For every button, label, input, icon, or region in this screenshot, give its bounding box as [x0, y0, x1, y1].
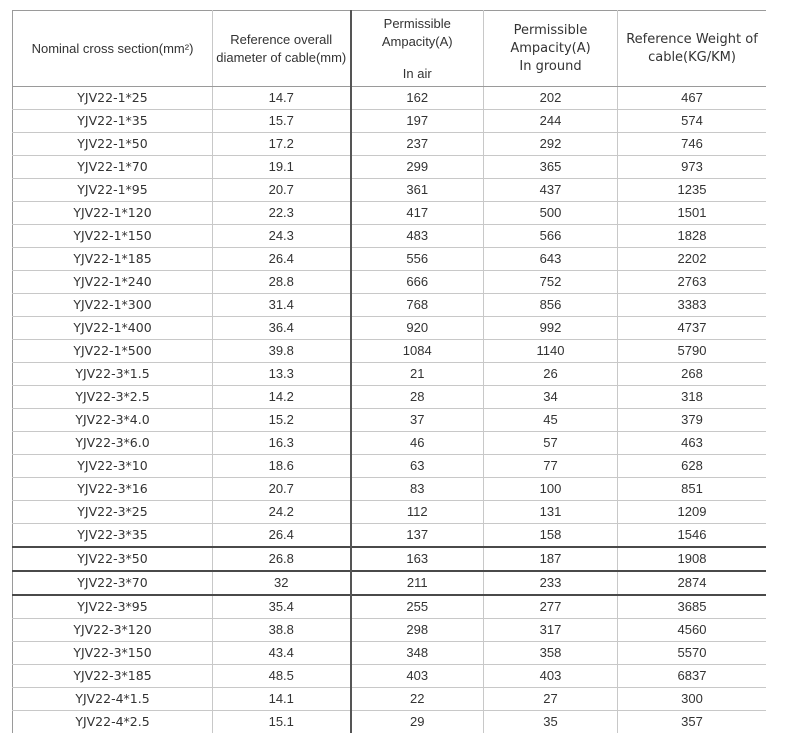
cell-diameter: 35.4	[213, 595, 351, 619]
header-col2-line1: Reference overall	[230, 31, 333, 47]
table-row	[13, 271, 767, 294]
table-row	[13, 110, 767, 133]
header-col3-line2: Ampacity(A)	[381, 33, 453, 49]
header-col3-spacer	[352, 51, 484, 65]
cell-diameter: 36.4	[213, 317, 351, 340]
table-row	[13, 711, 767, 733]
cell-section: YJV22-3*50	[13, 547, 213, 571]
cell-weight: 318	[618, 386, 767, 409]
cell-ampacity-ground: 365	[484, 156, 618, 179]
cell-section: YJV22-3*95	[13, 595, 213, 619]
table-row	[13, 642, 767, 665]
table-row	[13, 294, 767, 317]
cell-ampacity-air: 37	[351, 409, 484, 432]
cell-section: YJV22-3*16	[13, 478, 213, 501]
cell-ampacity-air: 361	[351, 179, 484, 202]
cell-weight: 1235	[618, 179, 767, 202]
cell-ampacity-ground: 437	[484, 179, 618, 202]
table-row	[13, 595, 767, 619]
table-header	[13, 11, 767, 87]
cell-section: YJV22-1*185	[13, 248, 213, 271]
cell-section: YJV22-1*70	[13, 156, 213, 179]
header-ampacity-air	[351, 11, 484, 87]
cell-ampacity-ground: 35	[484, 711, 618, 733]
cell-weight: 628	[618, 455, 767, 478]
cell-section: YJV22-1*400	[13, 317, 213, 340]
header-col1-text: Nominal cross section(mm²)	[31, 40, 194, 56]
cell-diameter: 48.5	[213, 665, 351, 688]
table-row	[13, 501, 767, 524]
header-col4-line3: In ground	[519, 58, 582, 74]
cell-section: YJV22-3*70	[13, 571, 213, 595]
cable-spec-table	[12, 10, 766, 733]
cell-ampacity-ground: 403	[484, 665, 618, 688]
cell-diameter: 22.3	[213, 202, 351, 225]
table-row	[13, 202, 767, 225]
cell-weight: 574	[618, 110, 767, 133]
cell-diameter: 28.8	[213, 271, 351, 294]
cell-section: YJV22-1*95	[13, 179, 213, 202]
cell-ampacity-air: 920	[351, 317, 484, 340]
cell-section: YJV22-3*1.5	[13, 363, 213, 386]
cell-ampacity-air: 162	[351, 87, 484, 110]
cell-ampacity-ground: 233	[484, 571, 618, 595]
cell-weight: 1501	[618, 202, 767, 225]
cell-diameter: 38.8	[213, 619, 351, 642]
table-row	[13, 225, 767, 248]
cell-ampacity-air: 22	[351, 688, 484, 711]
cell-diameter: 15.7	[213, 110, 351, 133]
table-row	[13, 133, 767, 156]
cell-diameter: 43.4	[213, 642, 351, 665]
table-row	[13, 156, 767, 179]
table-row	[13, 409, 767, 432]
cell-weight: 1908	[618, 547, 767, 571]
cell-section: YJV22-3*2.5	[13, 386, 213, 409]
cell-section: YJV22-1*25	[13, 87, 213, 110]
cell-ampacity-ground: 57	[484, 432, 618, 455]
cell-ampacity-ground: 292	[484, 133, 618, 156]
cell-ampacity-ground: 100	[484, 478, 618, 501]
cell-diameter: 15.2	[213, 409, 351, 432]
table-row	[13, 386, 767, 409]
cell-ampacity-air: 29	[351, 711, 484, 733]
cell-ampacity-ground: 752	[484, 271, 618, 294]
header-row	[13, 11, 767, 87]
cell-ampacity-air: 28	[351, 386, 484, 409]
cell-ampacity-air: 163	[351, 547, 484, 571]
cell-weight: 4737	[618, 317, 767, 340]
cell-ampacity-ground: 45	[484, 409, 618, 432]
cell-ampacity-air: 483	[351, 225, 484, 248]
cell-ampacity-air: 211	[351, 571, 484, 595]
cell-ampacity-air: 112	[351, 501, 484, 524]
cell-ampacity-air: 348	[351, 642, 484, 665]
table-row	[13, 688, 767, 711]
cell-ampacity-air: 1084	[351, 340, 484, 363]
cell-ampacity-ground: 566	[484, 225, 618, 248]
cell-weight: 300	[618, 688, 767, 711]
cell-ampacity-ground: 277	[484, 595, 618, 619]
cell-diameter: 20.7	[213, 179, 351, 202]
cell-ampacity-air: 255	[351, 595, 484, 619]
cell-section: YJV22-1*120	[13, 202, 213, 225]
cell-ampacity-ground: 27	[484, 688, 618, 711]
cell-section: YJV22-3*10	[13, 455, 213, 478]
cell-ampacity-ground: 158	[484, 524, 618, 548]
cell-section: YJV22-1*50	[13, 133, 213, 156]
cell-section: YJV22-1*35	[13, 110, 213, 133]
cell-ampacity-air: 46	[351, 432, 484, 455]
cell-weight: 467	[618, 87, 767, 110]
header-col5-line1: Reference Weight of	[626, 31, 758, 47]
header-reference-diameter	[213, 11, 351, 87]
table-body	[13, 87, 767, 733]
cell-ampacity-air: 21	[351, 363, 484, 386]
cell-section: YJV22-4*2.5	[13, 711, 213, 733]
cell-ampacity-air: 137	[351, 524, 484, 548]
cell-ampacity-ground: 358	[484, 642, 618, 665]
cell-section: YJV22-3*25	[13, 501, 213, 524]
cell-ampacity-ground: 131	[484, 501, 618, 524]
cell-ampacity-air: 83	[351, 478, 484, 501]
cell-diameter: 14.7	[213, 87, 351, 110]
cell-section: YJV22-3*35	[13, 524, 213, 548]
table-row	[13, 432, 767, 455]
cell-ampacity-air: 197	[351, 110, 484, 133]
cell-ampacity-ground: 1140	[484, 340, 618, 363]
cell-ampacity-ground: 77	[484, 455, 618, 478]
cell-weight: 268	[618, 363, 767, 386]
table-row	[13, 87, 767, 110]
table-row	[13, 619, 767, 642]
cell-diameter: 31.4	[213, 294, 351, 317]
table-row	[13, 363, 767, 386]
table-row	[13, 665, 767, 688]
cell-diameter: 24.3	[213, 225, 351, 248]
cell-ampacity-ground: 187	[484, 547, 618, 571]
cell-weight: 2763	[618, 271, 767, 294]
cell-section: YJV22-3*4.0	[13, 409, 213, 432]
cell-weight: 1209	[618, 501, 767, 524]
cell-weight: 2874	[618, 571, 767, 595]
cell-section: YJV22-1*240	[13, 271, 213, 294]
header-col3-line3: In air	[402, 65, 432, 81]
table-row	[13, 340, 767, 363]
table-row	[13, 317, 767, 340]
cell-section: YJV22-3*6.0	[13, 432, 213, 455]
cell-diameter: 19.1	[213, 156, 351, 179]
cell-section: YJV22-4*1.5	[13, 688, 213, 711]
cell-diameter: 13.3	[213, 363, 351, 386]
header-col5-line2: cable(KG/KM)	[648, 49, 736, 65]
cell-weight: 3383	[618, 294, 767, 317]
cell-ampacity-air: 768	[351, 294, 484, 317]
cell-diameter: 15.1	[213, 711, 351, 733]
cell-diameter: 18.6	[213, 455, 351, 478]
cell-weight: 6837	[618, 665, 767, 688]
cell-ampacity-air: 299	[351, 156, 484, 179]
cell-diameter: 14.2	[213, 386, 351, 409]
header-col4-line1: Permissible	[513, 22, 588, 38]
table-row	[13, 455, 767, 478]
cell-weight: 851	[618, 478, 767, 501]
cell-section: YJV22-3*120	[13, 619, 213, 642]
cell-diameter: 26.4	[213, 248, 351, 271]
cell-weight: 973	[618, 156, 767, 179]
cell-section: YJV22-3*150	[13, 642, 213, 665]
cell-weight: 357	[618, 711, 767, 733]
cell-weight: 2202	[618, 248, 767, 271]
cell-ampacity-ground: 856	[484, 294, 618, 317]
table-row	[13, 547, 767, 571]
cell-weight: 746	[618, 133, 767, 156]
header-col2-line2: diameter of cable(mm)	[216, 49, 347, 65]
cell-ampacity-air: 556	[351, 248, 484, 271]
cell-diameter: 26.8	[213, 547, 351, 571]
cell-ampacity-ground: 202	[484, 87, 618, 110]
cell-ampacity-ground: 500	[484, 202, 618, 225]
cell-weight: 1546	[618, 524, 767, 548]
cell-ampacity-air: 417	[351, 202, 484, 225]
header-col4-line2: Ampacity(A)	[510, 40, 591, 56]
header-reference-weight	[618, 11, 767, 87]
cell-ampacity-ground: 643	[484, 248, 618, 271]
cell-weight: 5790	[618, 340, 767, 363]
cell-diameter: 24.2	[213, 501, 351, 524]
cell-ampacity-ground: 244	[484, 110, 618, 133]
cell-ampacity-air: 403	[351, 665, 484, 688]
cell-section: YJV22-1*300	[13, 294, 213, 317]
table-row	[13, 524, 767, 548]
cell-ampacity-ground: 26	[484, 363, 618, 386]
table-row	[13, 179, 767, 202]
cell-ampacity-air: 237	[351, 133, 484, 156]
cell-diameter: 14.1	[213, 688, 351, 711]
cell-diameter: 16.3	[213, 432, 351, 455]
header-nominal-cross-section	[13, 11, 213, 87]
cell-diameter: 26.4	[213, 524, 351, 548]
cell-section: YJV22-1*150	[13, 225, 213, 248]
cell-ampacity-ground: 992	[484, 317, 618, 340]
cell-section: YJV22-1*500	[13, 340, 213, 363]
table-row	[13, 571, 767, 595]
cell-diameter: 32	[213, 571, 351, 595]
cell-ampacity-air: 298	[351, 619, 484, 642]
cell-weight: 379	[618, 409, 767, 432]
cell-ampacity-air: 666	[351, 271, 484, 294]
cell-diameter: 39.8	[213, 340, 351, 363]
header-col3-line1: Permissible	[383, 15, 451, 31]
cell-weight: 1828	[618, 225, 767, 248]
cell-section: YJV22-3*185	[13, 665, 213, 688]
cell-ampacity-ground: 34	[484, 386, 618, 409]
spec-table-container	[12, 10, 766, 733]
table-row	[13, 248, 767, 271]
cell-ampacity-ground: 317	[484, 619, 618, 642]
table-row	[13, 478, 767, 501]
cell-ampacity-air: 63	[351, 455, 484, 478]
cell-weight: 5570	[618, 642, 767, 665]
header-ampacity-ground	[484, 11, 618, 87]
cell-diameter: 20.7	[213, 478, 351, 501]
cell-weight: 463	[618, 432, 767, 455]
cell-weight: 4560	[618, 619, 767, 642]
cell-diameter: 17.2	[213, 133, 351, 156]
cell-weight: 3685	[618, 595, 767, 619]
